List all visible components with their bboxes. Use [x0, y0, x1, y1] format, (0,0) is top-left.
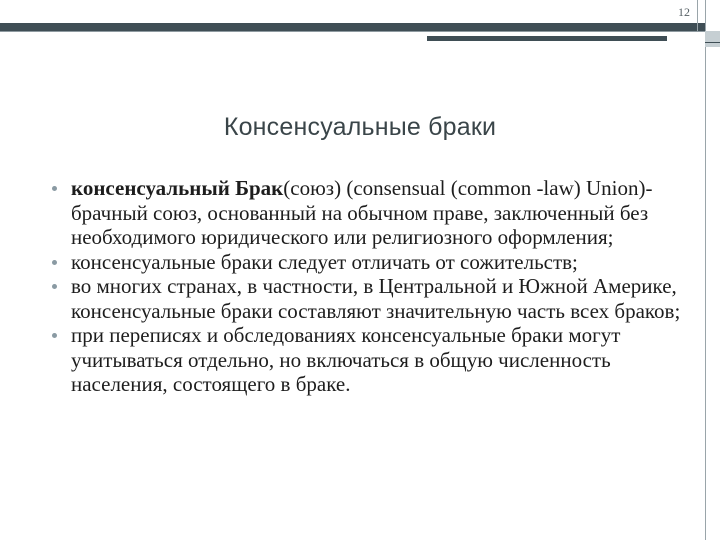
- bullet-text: при переписях и обследованиях консенсуальные браки могут учитываться отдельно, но включаться в общую численность населения, состоящего в браке.: [71, 323, 621, 396]
- frame-corner-line: [705, 42, 720, 43]
- bullet-item: [52, 323, 682, 397]
- bullet-text: (союз) (consensual (common -law) Union)- брачный союз, основанный на обычном праве, заключенный без необходимого юридического или религиозного оформления;: [71, 176, 653, 249]
- frame-right-line: [705, 0, 706, 540]
- bullet-item: [52, 250, 682, 275]
- frame-corner-block: [705, 31, 720, 47]
- slide-number: 12: [678, 5, 690, 19]
- frame-top-line: [0, 31, 705, 32]
- bullet-text: во многих странах, в частности, в Центральной и Южной Америке, консенсуальные браки составляют значительную часть всех браков;: [71, 274, 681, 323]
- bullet-item: [52, 274, 682, 323]
- bullet-dot-icon: [52, 333, 58, 339]
- accent-bar: [427, 36, 667, 41]
- bullet-text: консенсуальные браки следует отличать от сожительств;: [71, 249, 578, 274]
- bullet-bold-term: консенсуальный Брак: [71, 176, 284, 200]
- bullet-dot-icon: [52, 260, 58, 266]
- slide-title: Консенсуальные браки: [223, 113, 497, 141]
- frame-top-bar: [0, 23, 705, 31]
- frame-number-divider: [697, 0, 698, 31]
- bullet-dot-icon: [52, 284, 58, 290]
- bullet-list: [52, 176, 682, 397]
- bullet-item: [52, 176, 682, 250]
- bullet-dot-icon: [52, 186, 58, 192]
